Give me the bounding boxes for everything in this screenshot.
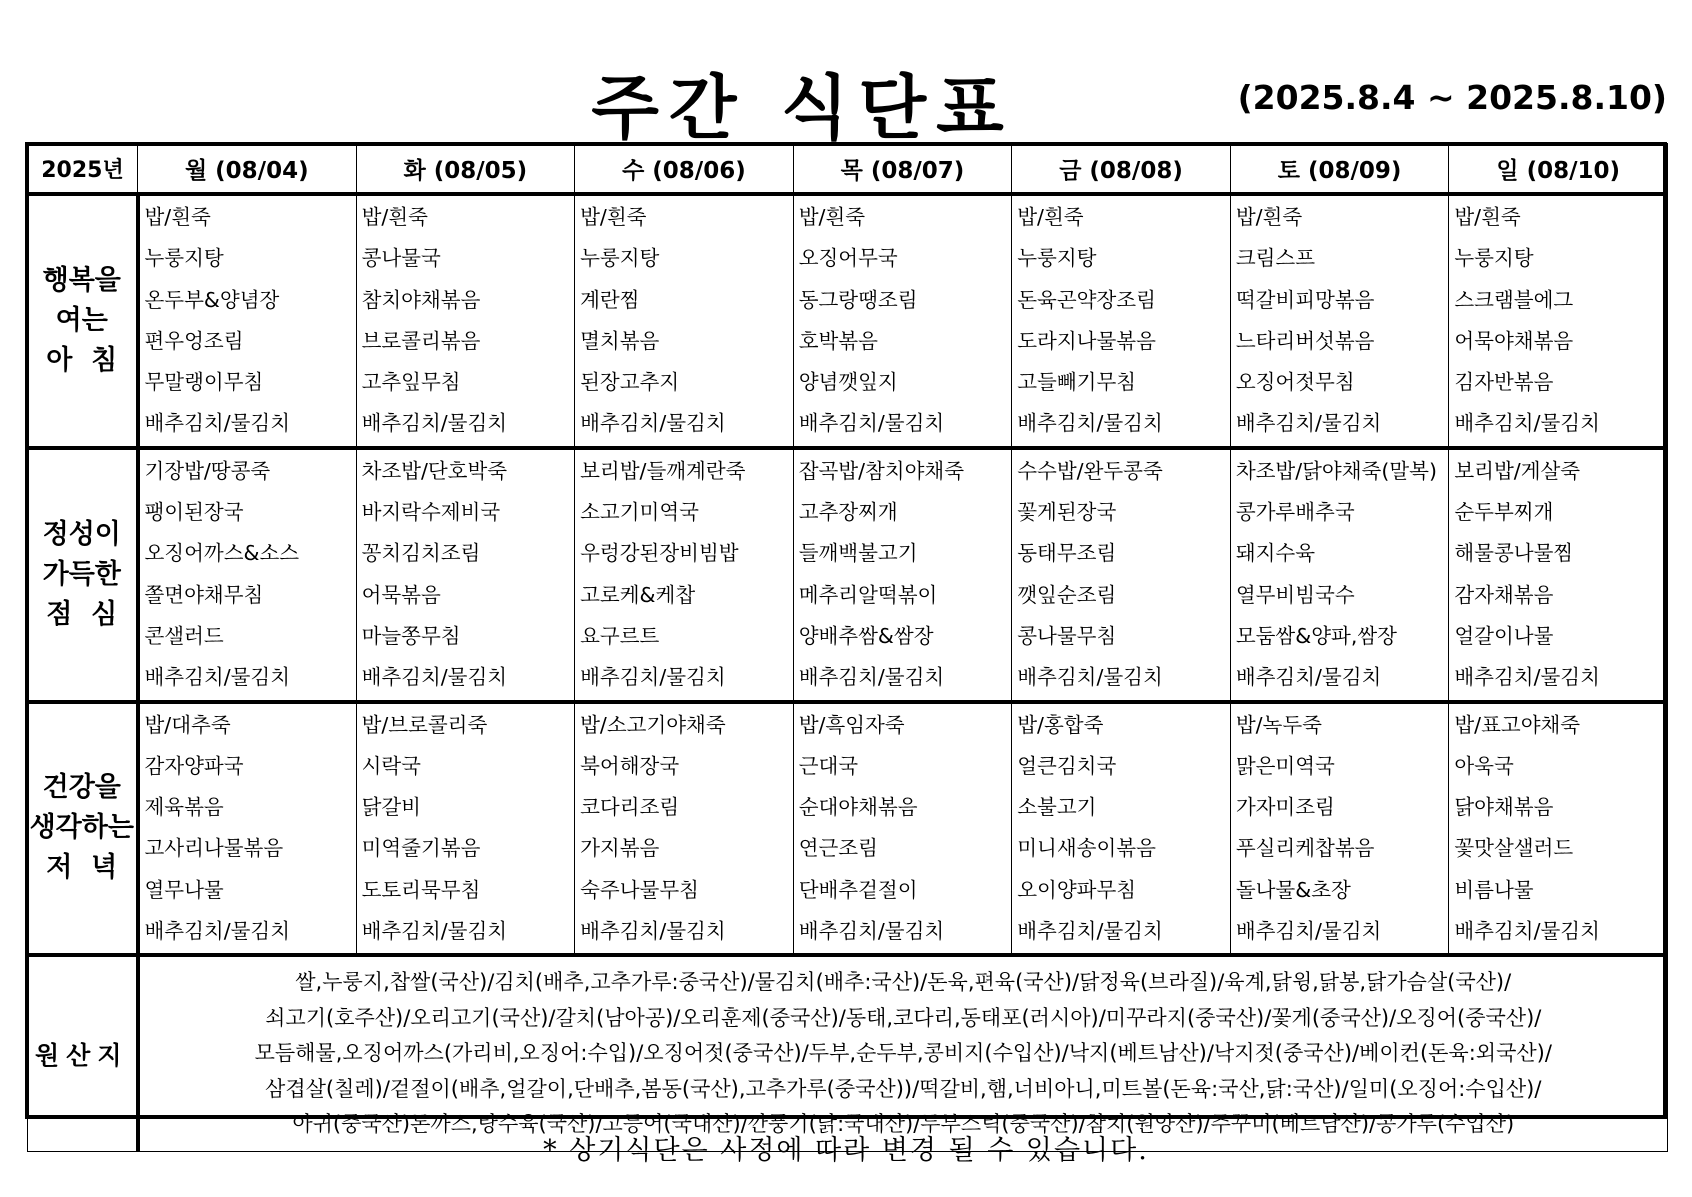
menu-item: 배추김치/물김치 [1017,665,1163,690]
menu-item: 기장밥/땅콩죽 [144,458,271,483]
menu-item: 오징어까스&소스 [144,541,300,566]
menu-item: 아욱국 [1454,753,1514,778]
menu-item: 우렁강된장비빔밥 [580,541,739,566]
menu-item: 배추김치/물김치 [361,411,508,436]
menu-item: 밥/대추죽 [144,712,231,737]
menu-item: 단배추겉절이 [798,877,918,902]
menu-item: 양념깻잎지 [798,370,898,395]
menu-list [357,196,575,446]
menu-item: 감자채볶음 [1454,582,1554,607]
menu-item: 양배추쌈&쌈장 [798,623,934,648]
menu-item: 코다리조림 [580,795,680,820]
menu-item: 깻잎순조림 [1017,582,1117,607]
menu-list [575,196,793,446]
menu-list [575,450,793,700]
menu-item: 마늘쫑무침 [361,623,461,648]
menu-item: 가자미조림 [1235,795,1335,820]
menu-item: 떡갈비피망볶음 [1235,287,1375,312]
menu-item: 느타리버섯볶음 [1235,328,1375,353]
menu-item: 배추김치/물김치 [361,665,508,690]
menu-item: 들깨백불고기 [798,541,918,566]
menu-item: 가지볶음 [580,836,660,861]
menu-list [1012,450,1230,700]
menu-item: 김자반볶음 [1454,370,1554,395]
menu-item: 돼지수육 [1235,541,1316,566]
menu-item: 콩가루배추국 [1235,500,1355,525]
menu-cell-breakfast-tue [356,194,575,448]
menu-item: 얼갈이나물 [1454,623,1554,648]
menu-item: 열무비빔국수 [1235,582,1355,607]
meal-label-text: 행복을 여는 아 침 [42,264,121,376]
menu-list [1231,196,1449,446]
footnote: * 상기식단은 사정에 따라 변경 될 수 있습니다. [543,1135,1149,1166]
menu-list [140,450,356,700]
menu-list [794,704,1012,954]
menu-item: 메추리알떡볶이 [798,582,938,607]
meal-label-dinner [28,702,138,956]
menu-item: 된장고추지 [580,370,680,395]
menu-item: 밥/흑임자죽 [798,712,905,737]
menu-item: 순대야채볶음 [798,795,918,820]
day-header-tue: 화 (08/05) [356,144,575,195]
menu-item: 고들빼기무침 [1017,370,1137,395]
menu-cell-lunch-sat [1230,448,1449,702]
menu-item: 미니새송이볶음 [1017,836,1156,861]
menu-item: 계란찜 [580,287,640,312]
menu-item: 비름나물 [1454,877,1534,902]
page-title: 주간 식단표 [591,67,1014,149]
menu-item: 배추김치/물김치 [1235,919,1382,944]
menu-item: 온두부&양념장 [144,287,280,312]
day-header-fri: 금 (08/08) [1012,144,1231,195]
date-range: (2025.8.4 ~ 2025.8.10) [1237,78,1667,117]
menu-list [357,450,575,700]
menu-item: 밥/흰죽 [798,205,866,229]
menu-cell-lunch-thu [793,448,1012,702]
menu-cell-breakfast-thu [793,194,1012,448]
menu-list [794,196,1012,446]
menu-item: 배추김치/물김치 [798,411,945,436]
menu-item: 모둠쌈&양파,쌈장 [1235,623,1397,648]
menu-item: 오징어무국 [798,246,898,271]
menu-item: 배추김치/물김치 [1454,665,1600,690]
year-cell: 2025년 [28,144,138,195]
menu-item: 숙주나물무침 [580,877,699,902]
menu-item: 열무나물 [144,877,224,902]
menu-item: 참치야채볶음 [361,287,481,312]
menu-item: 푸실리케찹볶음 [1235,836,1375,861]
menu-cell-lunch-fri [1012,448,1231,702]
menu-item: 차조밥/단호박죽 [361,458,508,483]
menu-item: 바지락수제비국 [361,500,501,525]
menu-item: 밥/흰죽 [361,205,428,229]
menu-item: 배추김치/물김치 [144,919,291,944]
menu-item: 해물콩나물찜 [1454,541,1574,566]
menu-item: 누룽지탕 [580,246,660,271]
menu-cell-breakfast-fri [1012,194,1231,448]
menu-item: 어묵볶음 [361,582,441,607]
menu-item: 시락국 [361,753,421,778]
day-header-wed: 수 (08/06) [575,144,794,195]
menu-item: 도토리묵무침 [361,877,481,902]
menu-cell-breakfast-wed [575,194,794,448]
menu-item: 배추김치/물김치 [1235,665,1382,690]
menu-cell-dinner-wed [575,702,794,956]
menu-list [1231,450,1449,700]
menu-cell-dinner-fri [1012,702,1231,956]
menu-item: 누룽지탕 [1454,246,1534,271]
menu-item: 밥/브로콜리죽 [361,712,488,737]
origin-row [28,955,1668,1151]
menu-item: 맑은미역국 [1235,753,1335,778]
menu-item: 순두부찌개 [1454,500,1554,525]
menu-item: 배추김치/물김치 [580,665,726,690]
day-header-sun: 일 (08/10) [1449,144,1668,195]
menu-item: 밥/흰죽 [144,205,211,229]
menu-item: 고추장찌개 [798,500,898,525]
menu-item: 무말랭이무침 [144,370,264,395]
menu-list [794,450,1012,700]
menu-item: 멸치볶음 [580,328,660,353]
menu-item: 고추잎무침 [361,370,461,395]
menu-item: 오징어젓무침 [1235,370,1355,395]
menu-item: 차조밥/닭야채죽(말복) [1235,458,1437,483]
menu-item: 밥/흰죽 [1454,205,1521,229]
menu-item: 배추김치/물김치 [1017,411,1163,436]
menu-item: 수수밥/완두콩죽 [1017,458,1163,483]
menu-item: 감자양파국 [144,753,244,778]
menu-item: 팽이된장국 [144,500,244,525]
meal-row-dinner [28,702,1668,956]
menu-item: 배추김치/물김치 [1017,919,1163,944]
menu-list [357,704,575,954]
origin-label: 원산지 [28,955,138,1151]
menu-item: 고사리나물볶음 [144,836,284,861]
menu-item: 콘샐러드 [144,623,224,648]
menu-item: 밥/홍합죽 [1017,712,1104,737]
menu-item: 북어해장국 [580,753,680,778]
menu-item: 밥/흰죽 [580,205,647,229]
menu-list [1012,704,1230,954]
menu-item: 크림스프 [1235,246,1316,271]
menu-item: 동그랑땡조림 [798,287,918,312]
menu-cell-dinner-mon [138,702,357,956]
menu-item: 얼큰김치국 [1017,753,1117,778]
menu-item: 연근조림 [798,836,878,861]
meal-row-lunch [28,448,1668,702]
menu-list [1449,196,1667,446]
menu-item: 소불고기 [1017,795,1097,820]
menu-list [140,196,356,446]
menu-cell-lunch-mon [138,448,357,702]
weekly-menu-table [27,143,1668,1152]
menu-item: 꽁치김치조림 [361,541,481,566]
menu-item: 배추김치/물김치 [144,411,291,436]
menu-list [140,704,356,954]
menu-item: 닭야채볶음 [1454,795,1554,820]
meal-label-breakfast [28,194,138,448]
menu-item: 요구르트 [580,623,660,648]
meal-label-lunch [28,448,138,702]
menu-item: 오이양파무침 [1017,877,1137,902]
menu-item: 쫄면야채무침 [144,582,264,607]
menu-item: 어묵야채볶음 [1454,328,1574,353]
origin-line: 삼겹살(칠레)/겉절이(배추,얼갈이,단배추,봄동(국산),고추가루(중국산))/떡갈비,햄,너비아니,미트볼(돈육:국산,닭:국산)/일미(오징어:수입산)/ [265,1076,1542,1101]
menu-item: 배추김치/물김치 [798,665,945,690]
menu-item: 고로케&케찹 [580,582,696,607]
menu-item: 잡곡밥/참치야채죽 [798,458,965,483]
menu-list [1012,196,1230,446]
menu-cell-breakfast-sat [1230,194,1449,448]
menu-item: 배추김치/물김치 [144,665,291,690]
origin-line: 쌀,누룽지,찹쌀(국산)/김치(배추,고추가루:중국산)/물김치(배추:국산)/돈육,편육(국산)/닭정육(브라질)/육계,닭윙,닭봉,닭가슴살(국산)/ [295,970,1512,995]
menu-item: 밥/흰죽 [1235,205,1303,229]
menu-item: 스크램블에그 [1454,287,1574,312]
menu-item: 누룽지탕 [1017,246,1097,271]
menu-item: 밥/흰죽 [1017,205,1084,229]
menu-list [1449,450,1667,700]
meal-label-text: 정성이 가득한 점 심 [42,518,121,630]
menu-item: 콩나물국 [361,246,441,271]
menu-item: 소고기미역국 [580,500,699,525]
menu-item: 돌나물&초장 [1235,877,1351,902]
menu-cell-breakfast-mon [138,194,357,448]
menu-item: 근대국 [798,753,859,778]
day-header-thu: 목 (08/07) [793,144,1012,195]
menu-list [575,704,793,954]
menu-item: 배추김치/물김치 [580,919,726,944]
menu-item: 배추김치/물김치 [1454,411,1600,436]
menu-cell-lunch-wed [575,448,794,702]
menu-item: 동태무조림 [1017,541,1117,566]
menu-item: 호박볶음 [798,328,878,353]
menu-item: 누룽지탕 [144,246,224,271]
day-header-sat: 토 (08/09) [1230,144,1449,195]
menu-item: 보리밥/게살죽 [1454,458,1581,483]
menu-item: 돈육곤약장조림 [1017,287,1156,312]
meal-label-text: 건강을 생각하는 저 녁 [29,772,134,884]
menu-cell-dinner-sat [1230,702,1449,956]
menu-item: 보리밥/들깨계란죽 [580,458,746,483]
menu-cell-lunch-tue [356,448,575,702]
menu-list [1231,704,1449,954]
menu-item: 밥/표고야채죽 [1454,712,1581,737]
menu-item: 밥/소고기야채죽 [580,712,726,737]
menu-item: 꽃게된장국 [1017,500,1117,525]
day-header-mon: 월 (08/04) [138,144,357,195]
menu-list [1449,704,1667,954]
menu-item: 도라지나물볶음 [1017,328,1156,353]
menu-cell-dinner-sun [1449,702,1668,956]
menu-item: 닭갈비 [361,795,421,820]
menu-item: 배추김치/물김치 [1454,919,1600,944]
menu-item: 콩나물무침 [1017,623,1117,648]
origin-info [138,955,1668,1151]
menu-cell-dinner-thu [793,702,1012,956]
menu-item: 미역줄기볶음 [361,836,481,861]
meal-row-breakfast [28,194,1668,448]
menu-item: 제육볶음 [144,795,224,820]
menu-item: 배추김치/물김치 [361,919,508,944]
menu-cell-lunch-sun [1449,448,1668,702]
origin-line: 모듬해물,오징어까스(가리비,오징어:수입)/오징어젓(중국산)/두부,순두부,콩비지(수입산)/낙지(베트남산)/낙지젓(중국산)/베이컨(돈육:외국산)/ [254,1041,1552,1066]
menu-item: 배추김치/물김치 [580,411,726,436]
menu-item: 밥/녹두죽 [1235,712,1322,737]
menu-item: 꽃맛살샐러드 [1454,836,1574,861]
origin-line: 아귀(중국산)돈까스,탕수육(국산)/고등어(국내산)/깐풍기(닭:국내산)/두부스틱(중국산)/참치(원양산)/주꾸미(베트남산)/콩가루(수입산) [292,1112,1515,1137]
menu-item: 편우엉조림 [144,328,244,353]
menu-cell-dinner-tue [356,702,575,956]
menu-item: 브로콜리볶음 [361,328,481,353]
header-row [28,144,1668,195]
menu-item: 배추김치/물김치 [1235,411,1382,436]
origin-line: 쇠고기(호주산)/오리고기(국산)/갈치(남아공)/오리훈제(중국산)/동태,코다리,동태포(러시아)/미꾸라지(중국산)/꽃게(중국산)/오징어(중국산)/ [265,1005,1542,1030]
menu-item: 배추김치/물김치 [798,919,945,944]
menu-cell-breakfast-sun [1449,194,1668,448]
